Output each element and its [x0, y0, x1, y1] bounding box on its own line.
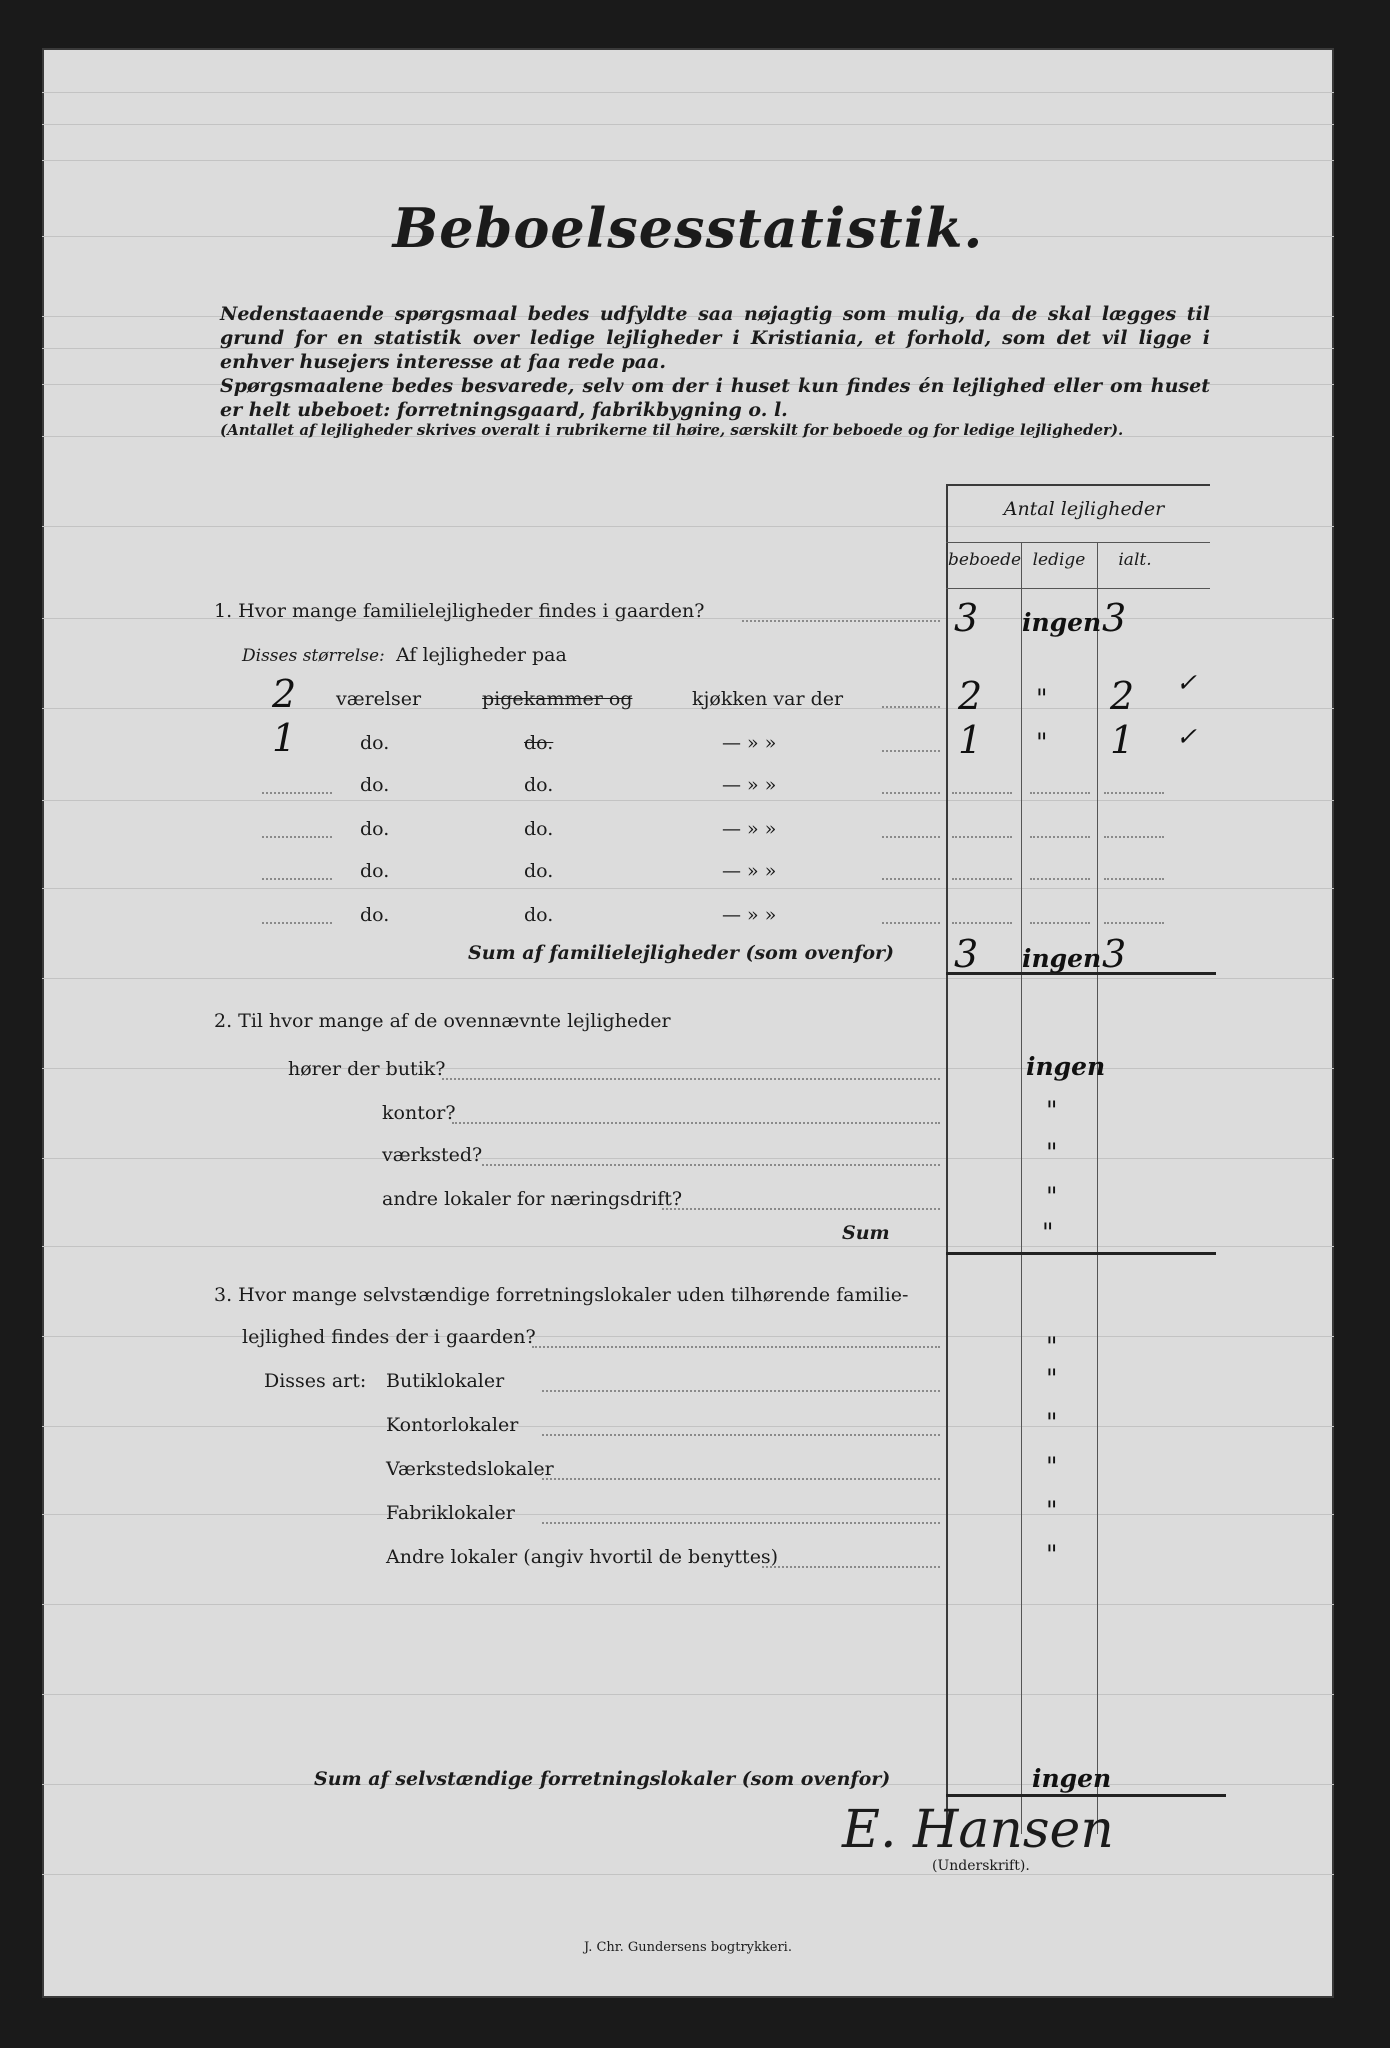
check-mark-2: ✓: [1176, 722, 1197, 751]
q2-item-label: kontor?: [382, 1102, 456, 1124]
question-2-label: 2. Til hvor mange af de ovennævnte lejligheder: [214, 1010, 671, 1032]
question-3-label-line2: lejlighed findes der i gaarden?: [242, 1326, 536, 1348]
q3-item-value: ": [1046, 1496, 1058, 1525]
q1-sum-ledige: ingen: [1022, 944, 1102, 973]
q3-item-leader: [542, 1434, 940, 1436]
size-row-col-b: do.: [524, 732, 554, 754]
col-header-beboede: beboede: [948, 550, 1022, 570]
size-row-ialt-blank: [1104, 836, 1164, 838]
q3-item-value: ": [1046, 1408, 1058, 1437]
size-row-rooms-value: 2: [272, 672, 297, 716]
size-row-blank: [262, 878, 332, 880]
q3-item-label: Andre lokaler (angiv hvortil de benyttes): [386, 1546, 779, 1568]
size-row-rooms-value: 1: [272, 716, 297, 760]
q2-item-value: ": [1046, 1138, 1058, 1167]
size-row-ledige-blank: [1030, 922, 1090, 924]
size-row-col-a: do.: [360, 732, 390, 754]
printer-credit: J. Chr. Gundersens bogtrykkeri.: [584, 1940, 792, 1955]
form-sheet: [42, 48, 1334, 1998]
size-row-ledige-blank: [1030, 792, 1090, 794]
size-row-col-b: pigekammer og: [482, 688, 633, 710]
q1-sum-ialt: 3: [1102, 932, 1127, 976]
size-row-ialt-value: 2: [1110, 674, 1135, 718]
size-row-col-b: do.: [524, 818, 554, 840]
size-row-beboede-blank: [952, 878, 1012, 880]
q3-item-label: Kontorlokaler: [386, 1414, 519, 1436]
size-row-ialt-blank: [1104, 878, 1164, 880]
size-row-col-c: — » »: [722, 904, 777, 926]
q3-sum-label: Sum af selvstændige forretningslokaler (som ovenfor): [314, 1768, 891, 1790]
q3-item-label: Butiklokaler: [386, 1370, 505, 1392]
size-row-col-c: — » »: [722, 818, 777, 840]
col-header-ledige: ledige: [1032, 550, 1086, 570]
q3-item-label: Værkstedslokaler: [386, 1458, 554, 1480]
size-row-ledige-value: ": [1036, 684, 1048, 713]
q1-sum-label: Sum af familielejligheder (som ovenfor): [468, 942, 895, 964]
size-row-beboede-blank: [952, 792, 1012, 794]
q3-item-value: ": [1046, 1452, 1058, 1481]
size-row-col-c: kjøkken var der: [692, 688, 844, 710]
q3-item-leader: [542, 1390, 940, 1392]
size-row-col-b: do.: [524, 774, 554, 796]
signature: E. Hansen: [842, 1800, 1114, 1860]
size-row-blank: [262, 922, 332, 924]
size-row-ialt-blank: [1104, 792, 1164, 794]
form-title: Beboelsesstatistik.: [392, 196, 984, 260]
q3-value: ": [1046, 1332, 1058, 1361]
size-row-ialt-blank: [1104, 922, 1164, 924]
size-row-ledige-value: ": [1036, 728, 1048, 757]
size-row-col-a: do.: [360, 818, 390, 840]
check-mark-1: ✓: [1176, 668, 1197, 697]
intro-paragraph-3: (Antallet af lejligheder skrives overalt i rubrikerne til høire, særskilt for beboede og for ledige lejligheder).: [220, 421, 1124, 439]
q2-sum-label: Sum: [842, 1222, 890, 1244]
col-header-ialt: ialt.: [1118, 550, 1152, 570]
size-label: Disses størrelse:: [242, 646, 385, 666]
q2-item-label: værksted?: [382, 1144, 483, 1166]
q3-sum-value: ingen: [1032, 1764, 1112, 1793]
size-row-blank: [262, 836, 332, 838]
size-row-col-c: — » »: [722, 774, 777, 796]
size-row-leader: [882, 706, 940, 708]
q2-item-value: ingen: [1026, 1052, 1106, 1081]
table-group-header: Antal lejligheder: [1003, 498, 1165, 520]
size-row-col-a: værelser: [336, 688, 422, 710]
size-sublabel: Af lejligheder paa: [396, 644, 567, 666]
q3-item-value: ": [1046, 1540, 1058, 1569]
q2-item-label: hører der butik?: [288, 1058, 446, 1080]
size-row-col-a: do.: [360, 860, 390, 882]
size-row-col-c: — » »: [722, 732, 777, 754]
size-row-ialt-value: 1: [1110, 718, 1135, 762]
q2-item-leader: [662, 1208, 940, 1210]
size-row-beboede-blank: [952, 922, 1012, 924]
q1-beboede-value: 3: [954, 596, 979, 640]
q2-item-leader: [482, 1164, 940, 1166]
size-row-ledige-blank: [1030, 878, 1090, 880]
size-row-leader: [882, 792, 940, 794]
size-row-beboede-value: 2: [958, 674, 983, 718]
q3-item-label: Fabriklokaler: [386, 1502, 515, 1524]
size-row-blank: [262, 792, 332, 794]
q2-item-label: andre lokaler for næringsdrift?: [382, 1188, 683, 1210]
signature-caption: (Underskrift).: [932, 1858, 1030, 1874]
size-row-leader: [882, 922, 940, 924]
q3-item-leader: [542, 1522, 940, 1524]
size-row-leader: [882, 750, 940, 752]
question-3-label-line1: 3. Hvor mange selvstændige forretningslokaler uden tilhørende familie-: [214, 1284, 909, 1306]
size-row-col-a: do.: [360, 904, 390, 926]
q2-item-value: ": [1046, 1096, 1058, 1125]
q2-sum-value: ": [1042, 1218, 1054, 1247]
size-row-beboede-blank: [952, 836, 1012, 838]
size-row-leader: [882, 878, 940, 880]
intro-paragraph-2: Spørgsmaalene bedes besvarede, selv om der i huset kun findes én lejlighed eller om huset er helt ubeboet: forretningsgaard, fabrikbygning o. l.: [220, 375, 1210, 421]
q3-item-value: ": [1046, 1364, 1058, 1393]
q3-item-leader: [542, 1478, 940, 1480]
question-1-label: 1. Hvor mange familielejligheder findes i gaarden?: [214, 600, 705, 622]
q1-sum-beboede: 3: [954, 932, 979, 976]
size-row-beboede-value: 1: [958, 718, 983, 762]
q3-item-leader: [762, 1566, 940, 1568]
size-row-col-b: do.: [524, 904, 554, 926]
size-row-ledige-blank: [1030, 836, 1090, 838]
q2-item-value: ": [1046, 1182, 1058, 1211]
q1-ialt-value: 3: [1102, 596, 1127, 640]
size-row-col-c: — » »: [722, 860, 777, 882]
q2-item-leader: [442, 1078, 940, 1080]
intro-paragraph-1: Nedenstaaende spørgsmaal bedes udfyldte saa nøjagtig som mulig, da de skal lægges til grund for en statistik over ledige lejligheder i Kristiania, et forhold, som det vil ligge i enhver husejers interesse at faa rede paa.: [220, 303, 1210, 373]
size-row-col-b: do.: [524, 860, 554, 882]
q2-item-leader: [452, 1122, 940, 1124]
size-row-leader: [882, 836, 940, 838]
q3-art-label: Disses art:: [264, 1370, 367, 1392]
size-row-col-a: do.: [360, 774, 390, 796]
q1-ledige-value: ingen: [1022, 608, 1102, 637]
